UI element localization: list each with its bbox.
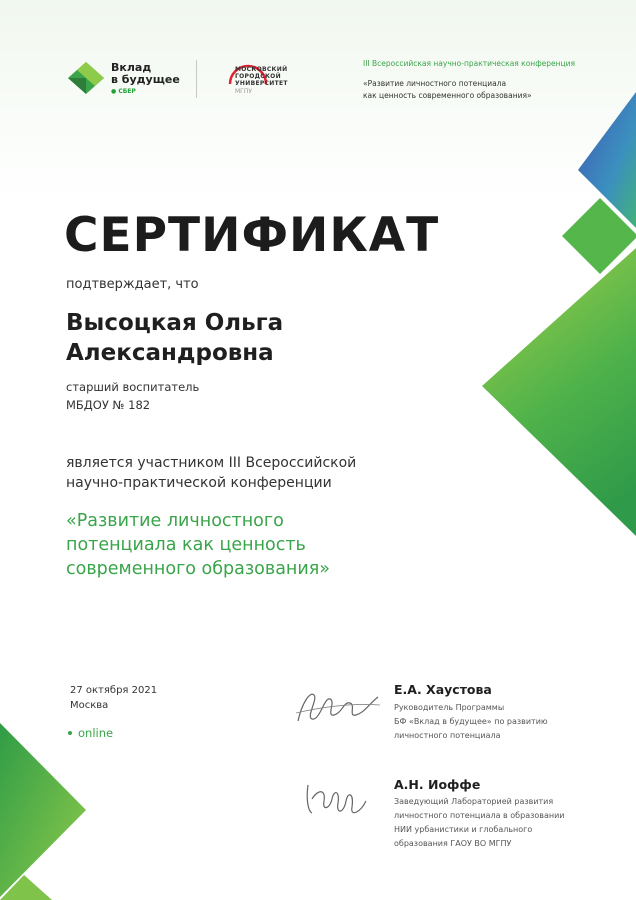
signatory-1-name: Е.А. Хаустова bbox=[394, 682, 492, 697]
signatory-2-role-line: личностного потенциала в образовании bbox=[394, 811, 565, 820]
recipient-organization: МБДОУ № 182 bbox=[66, 398, 151, 412]
left-green-diamond-shape bbox=[0, 723, 86, 897]
mgpu-logo-text: МОСКОВСКИЙ ГОРОДСКОЙ УНИВЕРСИТЕТ bbox=[235, 66, 288, 87]
signatory-2-name: А.Н. Иоффе bbox=[394, 777, 481, 792]
signatory-1-role-line: Руководитель Программы bbox=[394, 703, 505, 712]
signatory-2-role-line: Заведующий Лабораторией развития bbox=[394, 797, 554, 806]
topic-line2: потенциала как ценность bbox=[66, 535, 306, 555]
sber-logo-name: Вклад в будущее bbox=[111, 61, 180, 86]
signature-2-icon bbox=[300, 775, 375, 820]
event-date: 27 октября 2021 bbox=[70, 685, 158, 696]
event-city: Москва bbox=[70, 700, 109, 711]
conference-name-line1: «Развитие личностного потенциала bbox=[363, 79, 507, 88]
participation-line1: является участником III Всероссийской bbox=[66, 455, 357, 471]
conference-line: III Всероссийская научно-практическая конференция bbox=[363, 59, 576, 68]
signatory-2-role-line: НИИ урбанистики и глобального bbox=[394, 825, 533, 834]
signatory-1-role-line: личностного потенциала bbox=[394, 731, 501, 740]
mgpu-logo-abbr: МГПУ bbox=[235, 88, 253, 95]
signatory-1-role-line: БФ «Вклад в будущее» по развитию bbox=[394, 717, 548, 726]
online-dot-icon bbox=[68, 731, 72, 735]
event-format: online bbox=[78, 726, 114, 740]
confirms-text: подтверждает, что bbox=[66, 277, 199, 292]
topic-line1: «Развитие личностного bbox=[66, 511, 284, 531]
sber-logo-sub: ● СБЕР bbox=[111, 88, 136, 95]
recipient-name-line1: Высоцкая Ольга bbox=[66, 310, 284, 336]
topic-line3: современного образования» bbox=[66, 559, 330, 579]
participation-line2: научно-практической конференции bbox=[66, 475, 332, 491]
signatory-2-role-line: образования ГАОУ ВО МГПУ bbox=[394, 839, 512, 848]
certificate-title: СЕРТИФИКАТ bbox=[64, 208, 440, 263]
logo-divider bbox=[196, 60, 197, 98]
signature-1-icon bbox=[292, 683, 382, 731]
conference-name-line2: как ценность современного образования» bbox=[363, 91, 532, 100]
large-green-diamond-shape bbox=[482, 248, 636, 536]
recipient-position: старший воспитатель bbox=[66, 380, 200, 394]
recipient-name-line2: Александровна bbox=[66, 340, 274, 366]
